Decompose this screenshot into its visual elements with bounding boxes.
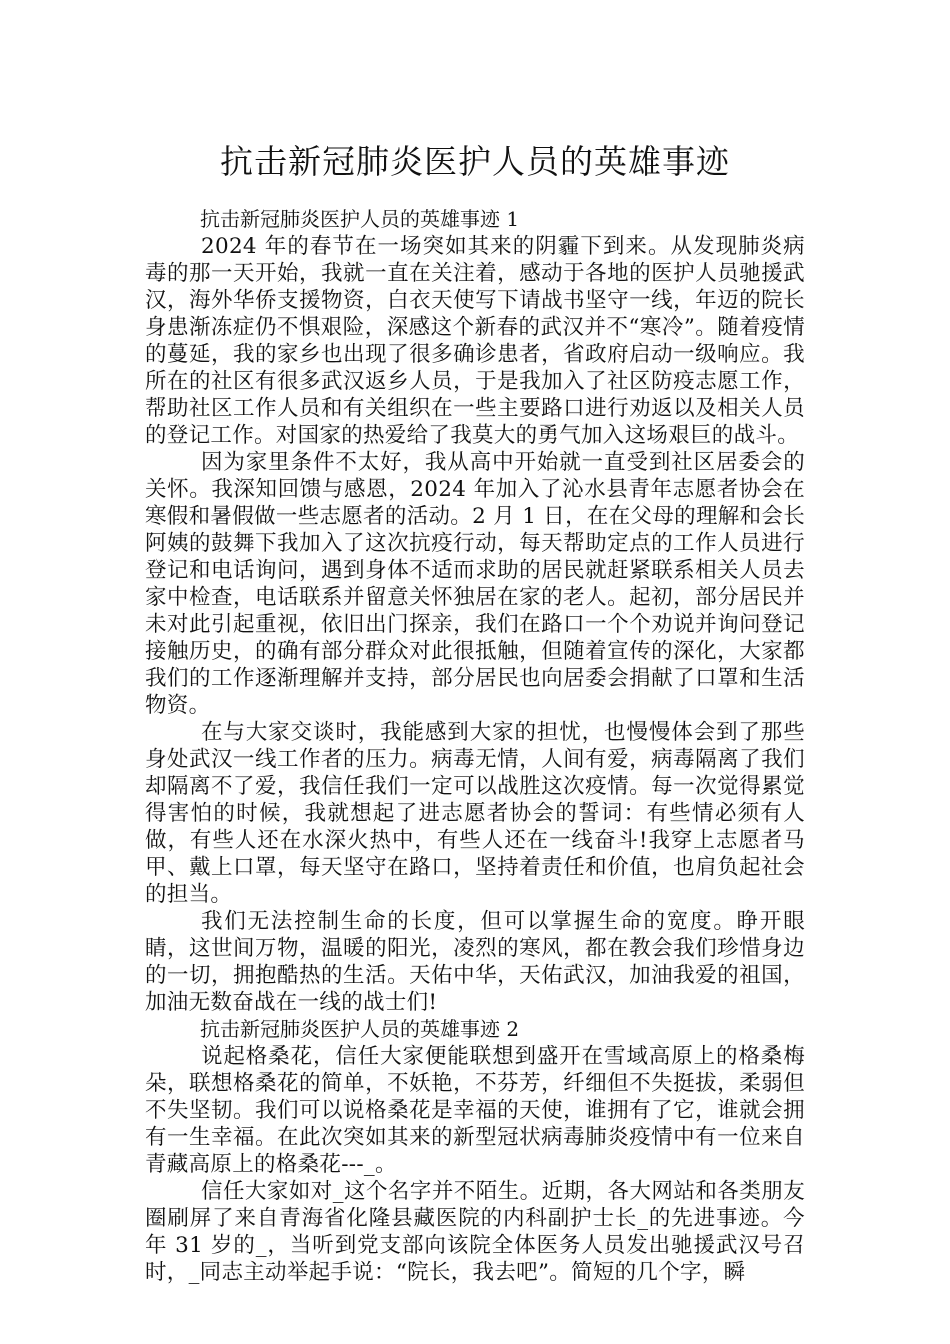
section-heading: 抗击新冠肺炎医护人员的英雄事迹 2 — [200, 1017, 520, 1041]
paragraph: 2024 年的春节在一场突如其来的阴霾下到来。从发现肺炎病毒的那一天开始，我就一直在关注着，感动于各地的医护人员驰援武汉，海外华侨支援物资，白衣天使写下请战书坚守一线，年迈的院长身患渐冻症仍不惧艰险，深感这个新春的武汉并不“寒冷”。随着疫情的蔓延，我的家乡也出现了很多确诊患者，省政府启动一级响应。我所在的社区有很多武汉返乡人员，于是我加入了社区防疫志愿工作，帮助社区工作人员和有关组织在一些主要路口进行劝返以及相关人员的登记工作。对国家的热爱给了我莫大的勇气加入这场艰巨的战斗。 — [145, 234, 805, 448]
paragraph: 信任大家如对_这个名字并不陌生。近期，各大网站和各类朋友圈刷屏了来自青海省化隆县藏医院的内科副护士长_的先进事迹。今年 31 岁的_，当听到党支部向该院全体医务人员发出驰援武汉号召时，_同志主动举起手说：“院长，我去吧”。简短的几个字，瞬 — [145, 1179, 805, 1285]
section-2 — [145, 1016, 805, 1286]
paragraph: 我们无法控制生命的长度，但可以掌握生命的宽度。睁开眼睛，这世间万物，温暖的阳光，凌烈的寒风，都在教会我们珍惜身边的一切，拥抱酷热的生活。天佑中华，天佑武汉，加油我爱的祖国，加油无数奋战在一线的战士们! — [145, 909, 805, 1015]
section-heading: 抗击新冠肺炎医护人员的英雄事迹 1 — [200, 207, 520, 231]
paragraph: 在与大家交谈时，我能感到大家的担忧，也慢慢体会到了那些身处武汉一线工作者的压力。病毒无情，人间有爱，病毒隔离了我们却隔离不了爱，我信任我们一定可以战胜这次疫情。每一次觉得累觉得害怕的时候，我就想起了进志愿者协会的誓词：有些情必须有人做，有些人还在水深火热中，有些人还在一线奋斗!我穿上志愿者马甲、戴上口罩，每天坚守在路口，坚持着责任和价值，也肩负起社会的担当。 — [145, 720, 805, 907]
paragraph: 说起格桑花，信任大家便能联想到盛开在雪域高原上的格桑梅朵，联想格桑花的简单，不妖艳，不芬芳，纤细但不失挺拔，柔弱但不失坚韧。我们可以说格桑花是幸福的天使，谁拥有了它，谁就会拥有一生幸福。在此次突如其来的新型冠状病毒肺炎疫情中有一位来自青藏高原上的格桑花---_。 — [145, 1044, 805, 1177]
paragraph: 因为家里条件不太好，我从高中开始就一直受到社区居委会的关怀。我深知回馈与感恩，2024 年加入了沁水县青年志愿者协会在寒假和暑假做一些志愿者的活动。2 月 1 日，在在父母的理解和会长阿姨的鼓舞下我加入了这次抗疫行动，每天帮助定点的工作人员进行登记和电话询问，遇到身体不适而求助的居民就赶紧联系相关人员去家中检查，电话联系并留意关怀独居在家的老人。起初，部分居民并未对此引起重视，依旧出门探亲，我们在路口一个个劝说并询问登记接触历史，的确有部分群众对此很抵触，但随着宣传的深化，大家都我们的工作逐渐理解并支持，部分居民也向居委会捐献了口罩和生活物资。 — [145, 450, 805, 718]
document-page — [145, 120, 805, 1286]
section-1 — [145, 206, 805, 1016]
document-title: 抗击新冠肺炎医护人员的英雄事迹 — [220, 142, 730, 181]
